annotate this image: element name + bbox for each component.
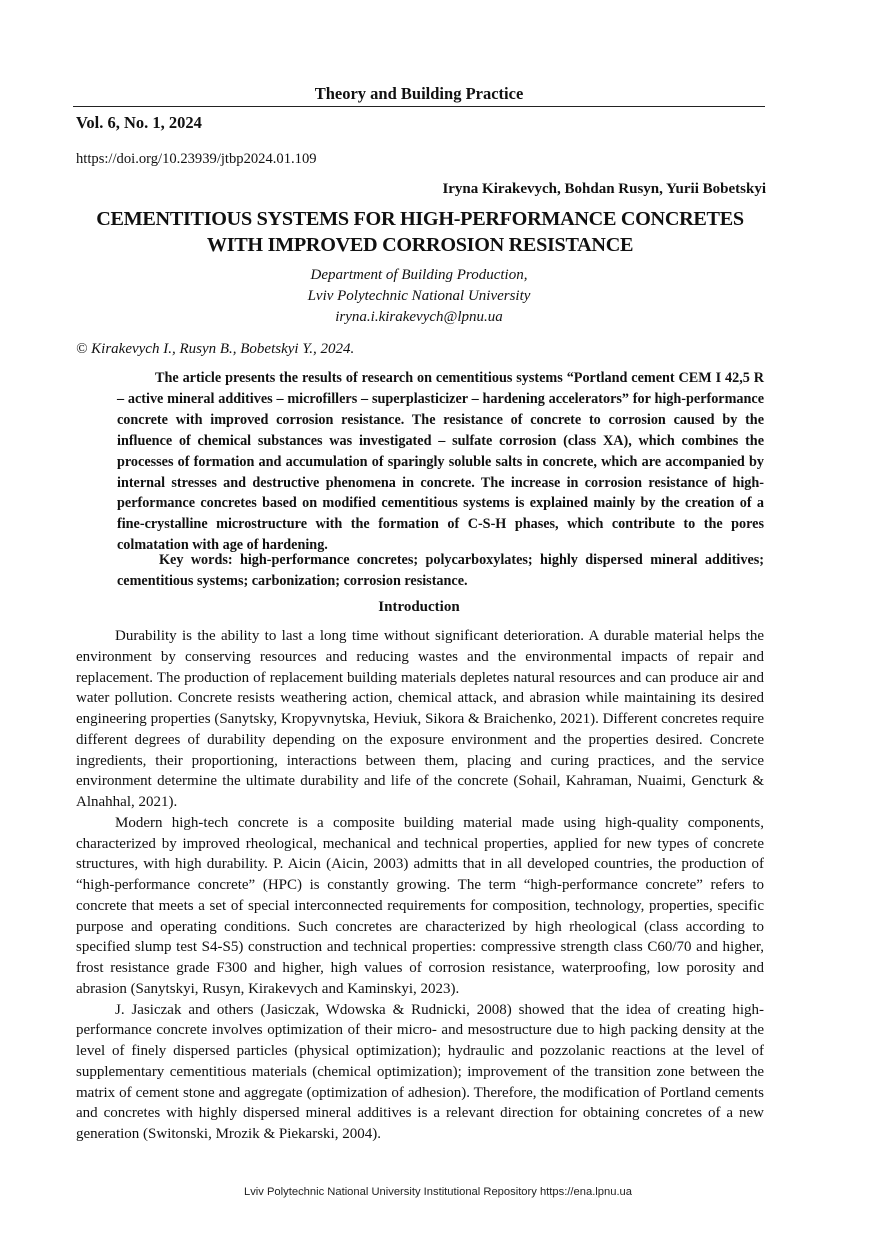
abstract bbox=[117, 368, 764, 556]
volume-issue: Vol. 6, No. 1, 2024 bbox=[76, 113, 202, 132]
affiliation-university: Lviv Polytechnic National University bbox=[307, 288, 531, 304]
copyright-notice: © Kirakevych I., Rusyn B., Bobetskyi Y., 2024. bbox=[76, 341, 355, 357]
affiliation-email[interactable]: iryna.i.kirakevych@lpnu.ua bbox=[335, 309, 503, 325]
keywords-text: Key words: high-performance concretes; polycarboxylates; highly dispersed mineral additives; cementitious systems; carbonization; corrosion resistance. bbox=[117, 552, 764, 589]
affiliation-department: Department of Building Production, bbox=[310, 267, 528, 283]
header-rule bbox=[73, 106, 765, 107]
article-title-line-2: WITH IMPROVED CORROSION RESISTANCE bbox=[206, 234, 634, 256]
body-paragraph: Durability is the ability to last a long time without significant deterioration. A durable material helps the environment by conserving resources and reducing wastes and the environmental impacts of repair and replacement. The production of replacement building materials depletes natural resources and can produce air and water pollution. Concrete resists weathering action, chemical attack, and abrasion while maintaining its desired engineering properties (Sanytsky, Kropyvnytska, Heviuk, Sikora & Braichenko, 2021). Different concretes require different degrees of durability depending on the exposure environment and the properties desired. Concrete ingredients, their proportioning, interactions between them, placing and curing practices, and the service environment determine the ultimate durability and life of the concrete (Sohail, Kahraman, Nuaimi, Gencturk & Alnahhal, 2021). bbox=[76, 628, 764, 810]
keywords bbox=[117, 550, 764, 591]
journal-title: Theory and Building Practice bbox=[314, 84, 524, 103]
repository-footer: Lviv Polytechnic National University Institutional Repository https://ena.lpnu.ua bbox=[243, 1186, 633, 1198]
abstract-text: The article presents the results of research on cementitious systems “Portland cement CEM I 42,5 R – active mineral additives – microfillers – superplasticizer – hardening accelerators” for high-performance concrete with improved corrosion resistance. The resistance of concrete to corrosion caused by the influence of chemical substances was investigated – sulfate corrosion (class XA), which combines the processes of formation and accumulation of sparingly soluble salts in concrete, which are accompanied by internal stresses and destructive phenomena in concrete. The increase in corrosion resistance of high-performance concretes based on modified cementitious systems is explained mainly by the creation of a fine-crystalline microstructure with the formation of C-S-H phases, which contribute to the pores colmatation with age of hardening. bbox=[117, 370, 764, 554]
body-paragraph: J. Jasiczak and others (Jasiczak, Wdowska & Rudnicki, 2008) showed that the idea of creating high-performance concrete involves optimization of their micro- and mesostructure due to high packing density at the level of finely dispersed particles (physical optimization); hydraulic and pozzolanic reactions at the level of supplementary cementitious materials (chemical optimization); improvement of the transition zone between the matrix of cement stone and aggregate (optimization of adhesion). Therefore, the modification of Portland cements and concretes with highly dispersed mineral additives is a relevant direction for obtaining concretes of a new generation (Switonski, Mrozik & Piekarski, 2004). bbox=[76, 1001, 764, 1142]
authors: Iryna Kirakevych, Bohdan Rusyn, Yurii Bobetskyi bbox=[442, 181, 766, 197]
affiliation bbox=[73, 265, 765, 328]
article-title bbox=[70, 206, 770, 258]
doi-link[interactable]: https://doi.org/10.23939/jtbp2024.01.109 bbox=[76, 151, 317, 167]
article-title-line-1: CEMENTITIOUS SYSTEMS FOR HIGH-PERFORMANCE CONCRETES bbox=[96, 208, 744, 230]
section-heading-introduction: Introduction bbox=[378, 599, 460, 615]
body-paragraph: Modern high-tech concrete is a composite building material made using high-quality components, characterized by improved rheological, mechanical and technical properties, applied for new types of concrete structures, with high durability. P. Aicin (Aicin, 2003) admitts that in all developed countries, the production of “high-performance concrete” (HPC) is constantly growing. The term “high-performance concrete” refers to concrete that meets a set of special interconnected requirements for composition, technology, properties, specific purpose and operating conditions. Such concretes are characterized by high rheological (class according to specified slump test S4-S5) construction and technical properties: compressive strength class C60/70 and higher, frost resistance grade F300 and higher, high values of corrosion resistance, waterproofing, low porosity and abrasion (Sanytskyi, Rusyn, Kirakevych and Kaminskyi, 2023). bbox=[76, 814, 764, 997]
introduction-body bbox=[76, 626, 764, 1145]
